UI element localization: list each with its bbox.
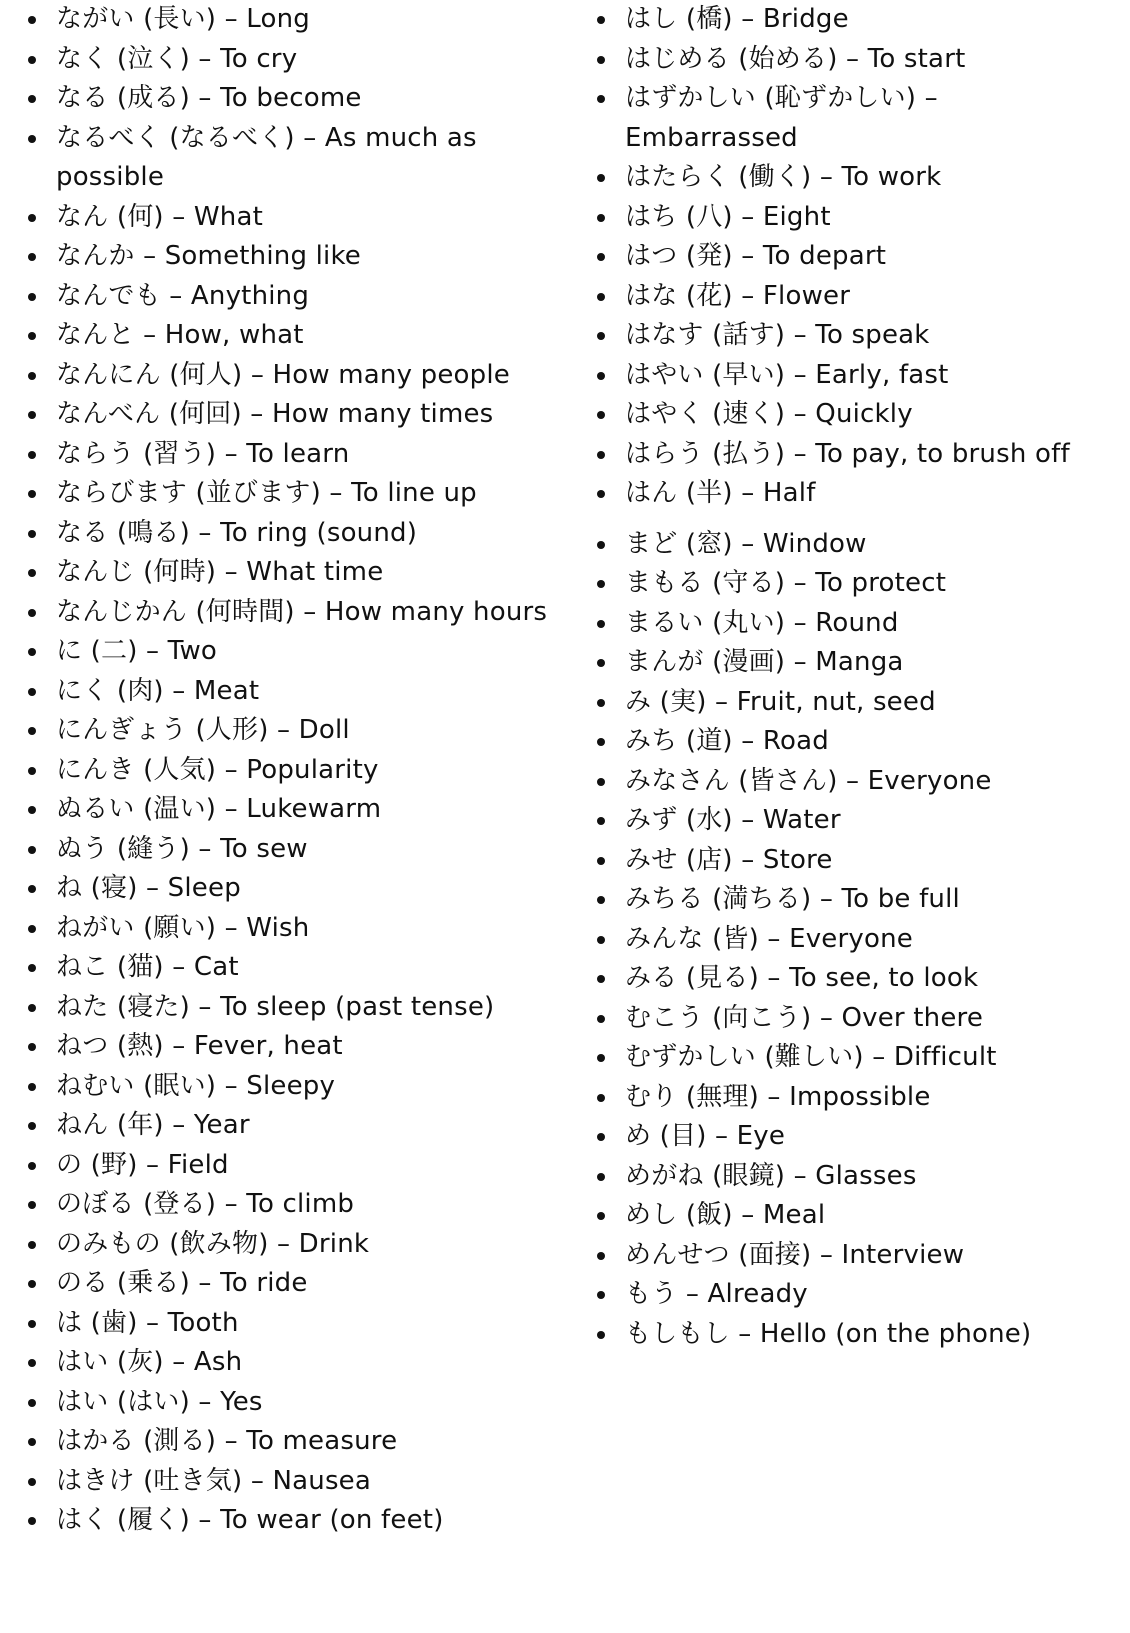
vocab-item: ならう (習う) – To learn (28, 435, 568, 475)
vocab-item: ならびます (並びます) – To line up (28, 474, 568, 514)
vocab-item: はやく (速く) – Quickly (597, 395, 1117, 435)
vocab-item: ながい (長い) – Long (28, 0, 568, 40)
vocab-item: なく (泣く) – To cry (28, 40, 568, 80)
vocab-item: はつ (発) – To depart (597, 237, 1117, 277)
vocab-item: はかる (測る) – To measure (28, 1422, 568, 1462)
vocab-item: なん (何) – What (28, 198, 568, 238)
vocab-item: のる (乗る) – To ride (28, 1264, 568, 1304)
vocab-item: の (野) – Field (28, 1146, 568, 1186)
vocab-item: は (歯) – Tooth (28, 1304, 568, 1344)
vocab-item: はく (履く) – To wear (on feet) (28, 1501, 568, 1541)
vocab-list-left (28, 0, 568, 1541)
vocab-item: のみもの (飲み物) – Drink (28, 1225, 568, 1265)
vocab-item: なんじかん (何時間) – How many hours (28, 593, 568, 633)
vocab-item: はじめる (始める) – To start (597, 40, 1117, 80)
vocab-item: はやい (早い) – Early, fast (597, 356, 1117, 396)
vocab-item: ねむい (眠い) – Sleepy (28, 1067, 568, 1107)
vocab-item: に (二) – Two (28, 632, 568, 672)
vocab-item: にく (肉) – Meat (28, 672, 568, 712)
vocab-item: はし (橋) – Bridge (597, 0, 1117, 40)
vocab-item: はたらく (働く) – To work (597, 158, 1117, 198)
vocab-item: まんが (漫画) – Manga (597, 643, 1117, 683)
vocab-item: ねこ (猫) – Cat (28, 948, 568, 988)
vocab-item: みんな (皆) – Everyone (597, 920, 1117, 960)
vocab-item: ねがい (願い) – Wish (28, 909, 568, 949)
vocab-item: むり (無理) – Impossible (597, 1078, 1117, 1118)
vocab-item: みせ (店) – Store (597, 841, 1117, 881)
vocab-item: むこう (向こう) – Over there (597, 999, 1117, 1039)
vocab-column-right (597, 0, 1117, 1354)
vocab-item: はい (はい) – Yes (28, 1383, 568, 1423)
vocab-item: まど (窓) – Window (597, 525, 1117, 565)
vocab-item: め (目) – Eye (597, 1117, 1117, 1157)
vocab-item: みちる (満ちる) – To be full (597, 880, 1117, 920)
vocab-item: み (実) – Fruit, nut, seed (597, 683, 1117, 723)
vocab-item: にんぎょう (人形) – Doll (28, 711, 568, 751)
vocab-item: みず (水) – Water (597, 801, 1117, 841)
vocab-item: なんか – Something like (28, 237, 568, 277)
vocab-item: ぬるい (温い) – Lukewarm (28, 790, 568, 830)
vocab-item: みる (見る) – To see, to look (597, 959, 1117, 999)
vocab-item: なる (成る) – To become (28, 79, 568, 119)
vocab-item: まもる (守る) – To protect (597, 564, 1117, 604)
vocab-list-right (597, 0, 1117, 1354)
vocab-item: ねん (年) – Year (28, 1106, 568, 1146)
vocab-item: はずかしい (恥ずかしい) – Embarrassed (597, 79, 1117, 158)
vocab-item: ねつ (熱) – Fever, heat (28, 1027, 568, 1067)
vocab-item: なんべん (何回) – How many times (28, 395, 568, 435)
vocab-item: なんじ (何時) – What time (28, 553, 568, 593)
vocab-item: みち (道) – Road (597, 722, 1117, 762)
vocab-item: ねた (寝た) – To sleep (past tense) (28, 988, 568, 1028)
vocab-item: はん (半) – Half (597, 474, 1117, 514)
vocab-item: ぬう (縫う) – To sew (28, 830, 568, 870)
vocab-item: ね (寝) – Sleep (28, 869, 568, 909)
vocab-item: はい (灰) – Ash (28, 1343, 568, 1383)
vocab-item: はな (花) – Flower (597, 277, 1117, 317)
vocab-item: なるべく (なるべく) – As much as possible (28, 119, 568, 198)
vocab-item: にんき (人気) – Popularity (28, 751, 568, 791)
vocab-item: もう – Already (597, 1275, 1117, 1315)
vocab-item: なる (鳴る) – To ring (sound) (28, 514, 568, 554)
vocab-item: なんでも – Anything (28, 277, 568, 317)
vocab-item: むずかしい (難しい) – Difficult (597, 1038, 1117, 1078)
vocab-item: めし (飯) – Meal (597, 1196, 1117, 1236)
vocab-item: はち (八) – Eight (597, 198, 1117, 238)
vocab-item: みなさん (皆さん) – Everyone (597, 762, 1117, 802)
vocab-item: はらう (払う) – To pay, to brush off (597, 435, 1117, 475)
vocab-item: なんと – How, what (28, 316, 568, 356)
vocab-column-left (28, 0, 568, 1541)
vocab-item: まるい (丸い) – Round (597, 604, 1117, 644)
vocab-item: はなす (話す) – To speak (597, 316, 1117, 356)
vocab-item: のぼる (登る) – To climb (28, 1185, 568, 1225)
vocab-item: なんにん (何人) – How many people (28, 356, 568, 396)
vocab-item: めんせつ (面接) – Interview (597, 1236, 1117, 1276)
vocab-item: もしもし – Hello (on the phone) (597, 1315, 1117, 1355)
vocab-item: めがね (眼鏡) – Glasses (597, 1157, 1117, 1197)
vocab-item: はきけ (吐き気) – Nausea (28, 1462, 568, 1502)
